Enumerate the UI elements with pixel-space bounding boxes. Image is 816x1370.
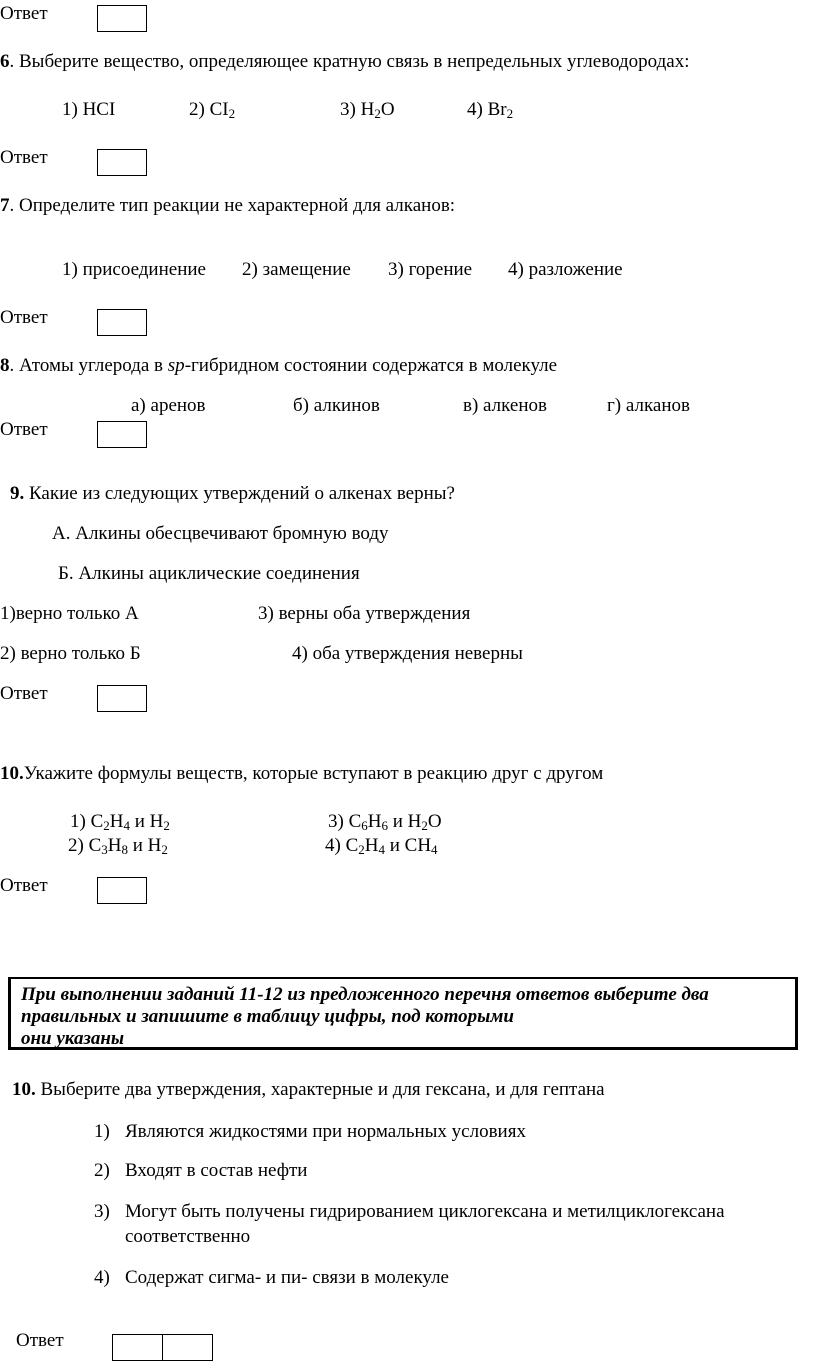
option-2: 2) замещение <box>242 259 351 280</box>
answer-label: Ответ <box>0 307 48 328</box>
answer-label: Ответ <box>0 875 48 896</box>
question-10 <box>0 763 603 785</box>
answer-box[interactable] <box>97 5 147 32</box>
item-text: Входят в состав нефти <box>125 1160 308 1181</box>
question-7 <box>0 195 455 217</box>
option-2: 2) $C_3H_8$ и $H_2$ <box>68 835 168 857</box>
question-text: . Выберите вещество, определяющее кратную связь в непредельных углеводородах: <box>9 51 690 72</box>
option-2: 2) $CI_2$ <box>189 99 236 121</box>
item-number: 4) <box>94 1267 110 1288</box>
question-text: Выберите два утверждения, характерные и для гексана, и для гептана <box>35 1079 605 1100</box>
item-text: Являются жидкостями при нормальных условиях <box>125 1121 526 1142</box>
option-d: г) алканов <box>607 395 690 416</box>
answer-label: Ответ <box>0 419 48 440</box>
answer-label: Ответ <box>0 147 48 168</box>
instructions-line: При выполнении заданий 11-12 из предложенного перечня ответов выберите два <box>21 984 709 1005</box>
question-text: . Определите тип реакции не характерной для алканов: <box>9 195 456 216</box>
answer-label: Ответ <box>16 1330 64 1351</box>
option-4: 4) $Br_2$ <box>467 99 514 121</box>
item-text: Содержат сигма- и пи- связи в молекуле <box>125 1267 449 1288</box>
question-text: Какие из следующих утверждений о алкенах верны? <box>24 483 455 504</box>
question-number: 10. <box>0 763 24 784</box>
instructions-line: они указаны <box>21 1028 125 1049</box>
answer-box[interactable] <box>97 877 147 904</box>
option-1: 1) HCI <box>62 99 116 120</box>
option-1: 1) $C_2H_4$ и $H_2$ <box>70 811 170 833</box>
question-8: 8. Атомы углерода в sp-гибридном состоянии содержатся в молекуле <box>0 355 558 376</box>
question-number: 9. <box>10 483 25 504</box>
option-b: б) алкинов <box>293 395 380 416</box>
statement-b: Б. Алкины ациклические соединения <box>58 563 360 584</box>
answer-box[interactable] <box>97 421 147 448</box>
answer-label: Ответ <box>0 3 48 24</box>
question-9 <box>10 483 455 505</box>
option-1: 1) присоединение <box>62 259 206 280</box>
item-number: 3) <box>94 1201 110 1222</box>
question-number: 10. <box>12 1079 36 1100</box>
option-4: 4) оба утверждения неверны <box>292 643 523 664</box>
question-number: 6 <box>0 51 10 72</box>
option-3: 3) верны оба утверждения <box>258 603 471 624</box>
item-number: 1) <box>94 1121 110 1142</box>
option-4: 4) разложение <box>508 259 623 280</box>
answer-table[interactable] <box>112 1334 213 1361</box>
question-6 <box>0 51 690 73</box>
item-text-continued: соответственно <box>125 1226 251 1247</box>
statement-a: А. Алкины обесцвечивают бромную воду <box>52 523 389 544</box>
option-3: 3) $H_2O$ <box>340 99 395 121</box>
option-1: 1)верно только А <box>0 603 139 624</box>
instructions-line: правильных и запишите в таблицу цифры, под которыми <box>21 1006 514 1027</box>
item-text: Могут быть получены гидрированием циклогексана и метилциклогексана <box>125 1201 725 1222</box>
option-4: 4) $C_2H_4$ и $CH_4$ <box>325 835 438 857</box>
question-number: 7 <box>0 195 10 216</box>
item-number: 2) <box>94 1160 110 1181</box>
answer-box[interactable] <box>97 149 147 176</box>
cell-divider <box>162 1335 163 1360</box>
option-c: в) алкенов <box>463 395 547 416</box>
answer-box[interactable] <box>97 685 147 712</box>
question-text: Укажите формулы веществ, которые вступают в реакцию друг с другом <box>23 763 604 784</box>
instructions-box <box>8 977 798 1050</box>
question-11 <box>12 1079 605 1101</box>
question-number: 8 <box>0 355 10 376</box>
answer-label: Ответ <box>0 683 48 704</box>
option-2: 2) верно только Б <box>0 643 141 664</box>
option-3: 3) $C_6H_6$ и $H_2O$ <box>328 811 442 833</box>
option-3: 3) горение <box>388 259 473 280</box>
option-a: а) аренов <box>131 395 206 416</box>
answer-box[interactable] <box>97 309 147 336</box>
